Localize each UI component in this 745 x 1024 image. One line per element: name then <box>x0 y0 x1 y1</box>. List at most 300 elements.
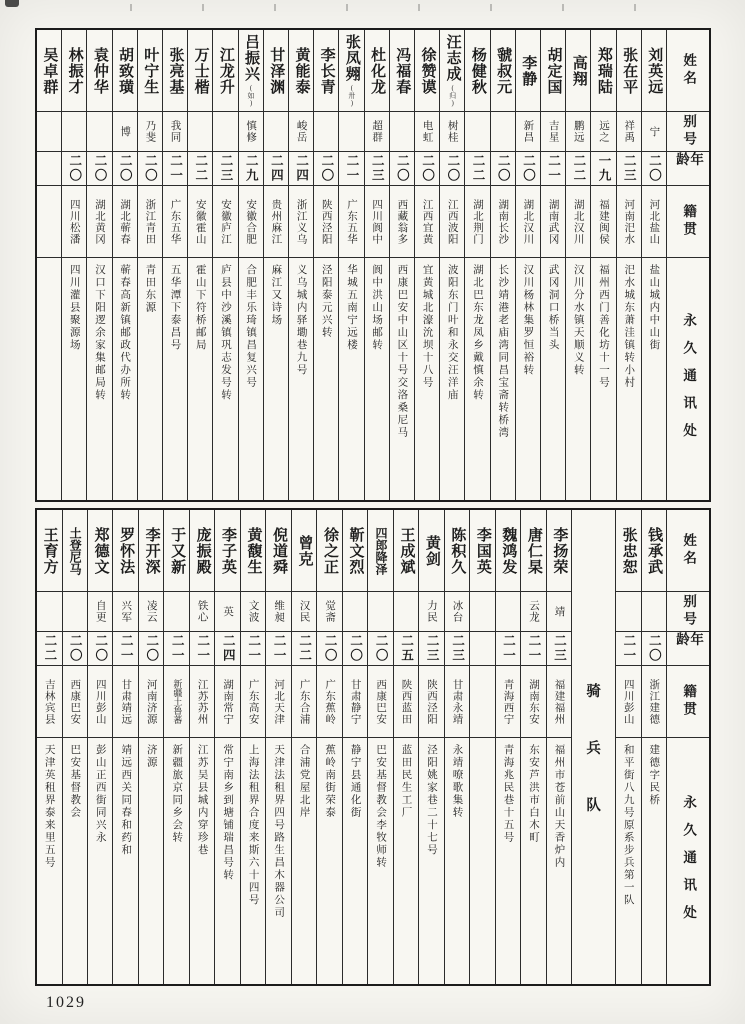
directory-table-top <box>35 28 711 502</box>
entry-alias: 祥禹 <box>623 120 635 143</box>
entry-native-place: 湖南武冈 <box>547 198 559 245</box>
section-column-cavalry-unit <box>572 510 616 984</box>
age-cell <box>390 152 414 186</box>
alias-cell <box>138 112 162 152</box>
age-cell <box>241 632 265 666</box>
age-cell <box>496 632 520 666</box>
entry-age: 二二 <box>42 634 57 663</box>
entry-native-place: 四川彭山 <box>94 678 106 725</box>
entry-column <box>440 30 465 500</box>
age-cell <box>642 632 666 666</box>
entry-native-place: 湖北蕲春 <box>119 198 131 245</box>
entry-address: 麻江又诗场 <box>270 264 282 327</box>
address-cell <box>642 738 666 984</box>
entry-address: 长沙靖港老庙湾同昌宝斋转桥湾 <box>497 264 509 439</box>
entry-address: 蕲春高新镇邮政代办所转 <box>119 264 131 402</box>
alias-cell <box>190 592 214 632</box>
entry-native-place: 四川松潘 <box>68 198 80 245</box>
name-cell <box>445 510 469 592</box>
entry-age: 二一 <box>168 154 183 183</box>
entry-age: 二九 <box>244 154 259 183</box>
native-place-cell <box>617 186 641 258</box>
address-cell <box>87 258 111 500</box>
native-place-cell <box>314 186 338 258</box>
name-wrap <box>143 527 160 575</box>
alias-cell <box>113 112 137 152</box>
alias-cell <box>516 112 540 152</box>
entry-age: 二三 <box>450 634 465 663</box>
entry-alias: 我同 <box>169 120 181 143</box>
header-alias-label-cell <box>667 112 709 152</box>
entry-column <box>138 30 163 500</box>
name-cell <box>239 30 263 112</box>
entry-name: 唐仁杲 <box>525 526 542 575</box>
native-place-cell <box>37 186 61 258</box>
entry-alias: 鹏远 <box>572 120 584 143</box>
alias-cell <box>445 592 469 632</box>
entry-alias: 新昌 <box>522 120 534 143</box>
name-cell <box>87 30 111 112</box>
entry-column <box>37 30 62 500</box>
name-wrap <box>270 527 287 575</box>
address-cell <box>516 258 540 500</box>
entry-age: 二一 <box>195 634 210 663</box>
entry-age: 二〇 <box>521 154 536 183</box>
section-label-char: 骑 <box>586 683 601 700</box>
alias-cell <box>521 592 545 632</box>
native-place-cell <box>215 666 239 738</box>
address-cell <box>215 738 239 984</box>
entry-age: 二三 <box>370 154 385 183</box>
header-address-label: 永久通讯处 <box>681 313 697 451</box>
native-place-cell <box>164 666 188 738</box>
address-cell <box>163 258 187 500</box>
entry-address: 青海兆民巷十五号 <box>502 744 514 844</box>
entry-column <box>516 30 541 500</box>
entry-native-place: 湖北荆门 <box>471 198 483 245</box>
age-cell <box>314 152 338 186</box>
entry-address: 上海法租界合度来斯六十四号 <box>247 744 259 907</box>
entry-column <box>496 510 521 984</box>
entry-name: 黄剑 <box>423 534 440 567</box>
entry-address: 蓝田民生工厂 <box>400 744 412 819</box>
entry-native-place: 甘肃永靖 <box>451 678 463 725</box>
name-wrap <box>318 47 335 95</box>
entry-name: 张凤翙 <box>343 34 360 82</box>
entry-name: 李长青 <box>318 46 335 95</box>
name-wrap <box>469 47 486 95</box>
alias-cell <box>365 112 389 152</box>
name-cell <box>88 510 112 592</box>
entry-native-place: 西康巴安 <box>69 678 81 725</box>
entry-column <box>616 510 641 984</box>
entry-age: 二〇 <box>68 634 83 663</box>
alias-cell <box>241 592 265 632</box>
age-cell <box>516 152 540 186</box>
header-age-label: 年龄 <box>674 632 704 650</box>
entry-alias: 维昶 <box>273 600 285 623</box>
entry-age: 二四 <box>269 154 284 183</box>
native-place-cell <box>37 666 61 738</box>
name-cell <box>241 510 265 592</box>
entry-address: 武冈洞口桥当头 <box>547 264 559 352</box>
entry-age: 二〇 <box>67 154 82 183</box>
name-cell <box>465 30 489 112</box>
entry-native-place: 四川彭山 <box>622 678 634 725</box>
address-cell <box>289 258 313 500</box>
entry-age: 二三 <box>622 154 637 183</box>
name-wrap <box>293 47 310 95</box>
alias-cell <box>419 592 443 632</box>
name-wrap <box>419 47 436 95</box>
name-wrap <box>646 47 663 95</box>
name-wrap <box>219 527 236 575</box>
address-cell <box>566 258 590 500</box>
name-wrap <box>398 527 415 575</box>
name-cell <box>470 510 494 592</box>
header-age-label-cell <box>667 632 709 666</box>
native-place-cell <box>339 186 363 258</box>
alias-cell <box>139 592 163 632</box>
age-cell <box>566 152 590 186</box>
entry-age: 二一 <box>527 634 542 663</box>
entry-address: 汉川杨林集罗恒裕转 <box>522 264 534 377</box>
name-wrap <box>545 47 562 95</box>
entry-native-place: 河北盐山 <box>648 198 660 245</box>
entry-age: 二一 <box>621 634 636 663</box>
native-place-cell <box>419 666 443 738</box>
name-cell <box>419 510 443 592</box>
entry-age: 二一 <box>501 634 516 663</box>
entry-alias: 靖 <box>553 605 565 618</box>
name-wrap <box>570 55 587 87</box>
entry-address: 霍山下符桥邮局 <box>194 264 206 352</box>
header-age-label-cell <box>667 152 709 186</box>
page-number: 1029 <box>46 994 86 1011</box>
name-cell <box>365 30 389 112</box>
native-place-cell <box>465 186 489 258</box>
name-wrap <box>444 34 461 107</box>
address-cell <box>164 738 188 984</box>
header-name-label-cell <box>667 510 709 592</box>
alias-cell <box>616 592 640 632</box>
entry-address: 泾阳姚家巷二十七号 <box>426 744 438 857</box>
alias-cell <box>368 592 392 632</box>
name-cell <box>63 510 87 592</box>
scan-edge-ticks <box>60 4 660 11</box>
header-native-label-cell <box>667 186 709 258</box>
age-cell <box>415 152 439 186</box>
address-cell <box>547 738 571 984</box>
entry-column <box>491 30 516 500</box>
address-cell <box>317 738 341 984</box>
alias-cell <box>289 112 313 152</box>
native-place-cell <box>87 186 111 258</box>
age-cell <box>139 632 163 666</box>
entry-column <box>617 30 642 500</box>
entry-name: 高翔 <box>570 54 587 87</box>
name-cell <box>368 510 392 592</box>
entry-native-place: 陕西泾阳 <box>320 198 332 245</box>
age-cell <box>239 152 263 186</box>
name-cell <box>314 30 338 112</box>
entry-column <box>394 510 419 984</box>
address-cell <box>138 258 162 500</box>
entry-age: 二一 <box>246 634 261 663</box>
entry-alias: 英 <box>222 605 234 618</box>
entry-address: 合肥丰乐琦镇昌复兴号 <box>245 264 257 389</box>
native-place-cell <box>188 186 212 258</box>
entry-age: 二〇 <box>144 634 159 663</box>
entry-column <box>63 510 88 984</box>
name-wrap <box>423 535 440 567</box>
alias-cell <box>317 592 341 632</box>
address-cell <box>292 738 316 984</box>
age-cell <box>339 152 363 186</box>
entry-address: 江苏吴县城内穿珍巷 <box>196 744 208 857</box>
alias-cell <box>343 592 367 632</box>
name-wrap <box>645 527 662 575</box>
entry-age: 一九 <box>597 154 612 183</box>
age-cell <box>343 632 367 666</box>
age-cell <box>264 152 288 186</box>
entry-name: 李子英 <box>220 526 237 575</box>
native-place-cell <box>88 666 112 738</box>
age-cell <box>591 152 615 186</box>
entry-native-place: 湖南常宁 <box>222 678 234 725</box>
entry-name: 杜化龙 <box>369 46 386 95</box>
entry-name: 杨健秋 <box>469 46 486 95</box>
entry-native-place: 河北天津 <box>273 678 285 725</box>
native-place-cell <box>440 186 464 258</box>
entry-native-place: 广东五华 <box>169 198 181 245</box>
age-cell <box>37 632 61 666</box>
native-place-cell <box>642 186 666 258</box>
address-cell <box>239 258 263 500</box>
native-place-cell <box>138 186 162 258</box>
name-cell <box>289 30 313 112</box>
alias-cell <box>547 592 571 632</box>
address-cell <box>241 738 265 984</box>
name-wrap <box>194 527 211 575</box>
address-cell <box>264 258 288 500</box>
entry-age: 二一 <box>272 634 287 663</box>
header-name-label-cell <box>667 30 709 112</box>
address-cell <box>266 738 290 984</box>
alias-cell <box>164 592 188 632</box>
header-native-label-cell <box>667 666 709 738</box>
header-column <box>667 510 709 984</box>
entry-footnote-marker: (归) <box>448 84 457 107</box>
name-wrap <box>66 47 83 95</box>
name-cell <box>266 510 290 592</box>
address-cell <box>617 258 641 500</box>
entry-alias: 博 <box>119 125 131 138</box>
entry-native-place: 河南汜水 <box>623 198 635 245</box>
name-cell <box>642 510 666 592</box>
native-place-cell <box>292 666 316 738</box>
entry-age: 二三 <box>219 154 233 183</box>
alias-cell <box>215 592 239 632</box>
entry-address: 彭山正西街同兴永 <box>94 744 106 844</box>
name-wrap <box>449 527 466 575</box>
native-place-cell <box>63 666 87 738</box>
age-cell <box>365 152 389 186</box>
entry-name: 胡定国 <box>545 46 562 95</box>
entry-native-place: 吉林宾县 <box>43 678 55 725</box>
entry-address: 汜水城东萧洼镇转小村 <box>623 264 635 389</box>
name-wrap <box>242 34 259 107</box>
entry-name: 倪道舜 <box>271 526 288 575</box>
name-wrap <box>347 527 364 575</box>
entry-age: 二三 <box>552 634 567 663</box>
entry-name: 王成斌 <box>398 526 415 575</box>
entry-address: 汉川分水镇天顺义转 <box>572 264 584 377</box>
age-cell <box>88 632 112 666</box>
entry-name: 万士楷 <box>192 46 209 95</box>
entry-name: 徐之正 <box>321 526 338 575</box>
entry-alias: 宁 <box>648 125 660 138</box>
age-cell <box>445 632 469 666</box>
age-cell <box>190 632 214 666</box>
native-place-cell <box>213 186 237 258</box>
header-age-label: 年龄 <box>674 152 704 170</box>
name-cell <box>113 510 137 592</box>
name-wrap <box>245 527 262 575</box>
entry-native-place: 福建闽侯 <box>598 198 609 245</box>
name-cell <box>394 510 418 592</box>
name-cell <box>491 30 515 112</box>
name-wrap <box>217 47 234 95</box>
entry-alias: 树桂 <box>446 120 458 143</box>
entry-native-place: 广东合浦 <box>298 678 310 725</box>
entry-alias: 冰台 <box>451 600 463 623</box>
name-cell <box>37 30 61 112</box>
entry-native-place: 青海西宁 <box>502 678 514 725</box>
entry-name: 汪志成 <box>444 34 461 82</box>
entry-native-place: 河南济源 <box>145 678 157 725</box>
entry-native-place: 浙江青田 <box>144 198 156 245</box>
native-place-cell <box>62 186 86 258</box>
entry-column <box>62 30 87 500</box>
section-label-char: 队 <box>586 797 601 814</box>
entry-column <box>113 510 138 984</box>
entry-age: 二〇 <box>348 634 363 663</box>
native-place-cell <box>343 666 367 738</box>
entry-age: 二一 <box>345 154 360 183</box>
header-column <box>667 30 709 500</box>
entry-name: 陈积久 <box>449 526 466 575</box>
entry-column <box>390 30 415 500</box>
alias-cell <box>566 112 590 152</box>
address-cell <box>339 258 363 500</box>
entry-native-place: 甘肃靖远 <box>120 678 132 725</box>
age-cell <box>317 632 341 666</box>
entry-column <box>521 510 546 984</box>
name-wrap <box>343 34 360 107</box>
entry-alias: 吉星 <box>547 120 559 143</box>
entry-column <box>642 30 667 500</box>
name-cell <box>339 30 363 112</box>
entry-native-place: 广东蕉岭 <box>324 678 336 725</box>
alias-cell <box>163 112 187 152</box>
name-wrap <box>168 527 185 575</box>
entry-column <box>164 510 189 984</box>
alias-cell <box>394 592 418 632</box>
entry-column <box>215 510 240 984</box>
age-cell <box>213 152 237 186</box>
alias-cell <box>266 592 290 632</box>
entry-address: 四川灌县聚源场 <box>68 264 80 352</box>
alias-cell <box>37 592 61 632</box>
entry-address: 天津英租界泰来里五号 <box>43 744 55 869</box>
entry-name: 袁仲华 <box>91 46 108 95</box>
entry-native-place: 浙江建德 <box>648 678 660 725</box>
address-cell <box>541 258 565 500</box>
entry-age: 二〇 <box>395 154 410 183</box>
entry-address: 泾阳泰元兴转 <box>320 264 332 339</box>
entry-column <box>547 510 572 984</box>
alias-cell <box>63 592 87 632</box>
entry-column <box>188 30 213 500</box>
alias-cell <box>642 592 666 632</box>
entry-alias: 远之 <box>598 120 609 143</box>
native-place-cell <box>521 666 545 738</box>
header-address-label-cell <box>667 258 709 500</box>
address-cell <box>368 738 392 984</box>
age-cell <box>87 152 111 186</box>
entry-column <box>365 30 390 500</box>
address-cell <box>190 738 214 984</box>
alias-cell <box>264 112 288 152</box>
header-alias-label: 别号 <box>681 594 697 629</box>
entry-name: 徐赞谟 <box>419 46 436 95</box>
alias-cell <box>339 112 363 152</box>
entry-address: 宜黄城北濠沇坝十八号 <box>421 264 433 389</box>
entry-native-place: 西康巴安 <box>375 678 387 725</box>
entry-address: 西康巴安中山区十号交洛桑尼马 <box>396 264 408 439</box>
entry-native-place: 湖北汉川 <box>572 198 584 245</box>
name-cell <box>62 30 86 112</box>
entry-native-place: 西藏翁多 <box>396 198 408 245</box>
entry-name: 王育方 <box>41 526 58 575</box>
native-place-cell <box>390 186 414 258</box>
entry-name: 四郎降泽 <box>373 526 388 575</box>
address-cell <box>440 258 464 500</box>
name-cell <box>190 510 214 592</box>
name-wrap <box>192 47 209 95</box>
alias-cell <box>642 112 666 152</box>
entry-native-place: 浙江义乌 <box>295 198 307 245</box>
name-cell <box>164 510 188 592</box>
name-cell <box>343 510 367 592</box>
entry-age: 二〇 <box>647 154 662 183</box>
alias-cell <box>470 592 494 632</box>
age-cell <box>440 152 464 186</box>
entry-name: 林振才 <box>66 46 83 95</box>
entry-name: 吕振兴 <box>243 34 260 82</box>
name-wrap <box>66 527 83 575</box>
entry-age: 二四 <box>294 154 309 183</box>
entry-age: 二〇 <box>374 634 389 663</box>
name-cell <box>415 30 439 112</box>
age-cell <box>266 632 290 666</box>
entry-address: 静宁县通化街 <box>349 744 361 819</box>
entry-age: 二二 <box>297 634 312 663</box>
entry-native-place: 江苏苏州 <box>196 678 208 725</box>
entry-column <box>314 30 339 500</box>
entry-column <box>163 30 188 500</box>
